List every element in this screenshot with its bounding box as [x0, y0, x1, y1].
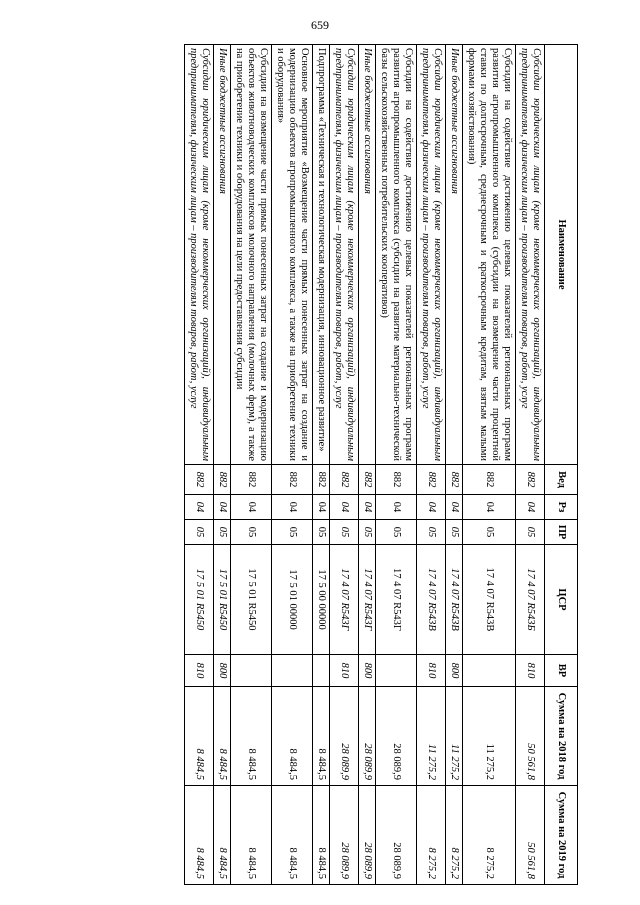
cell-sum-2019: 28 089,9 — [359, 786, 376, 885]
cell-pr: 05 — [376, 520, 417, 545]
cell-ved: 882 — [231, 465, 272, 495]
cell-ved: 882 — [376, 465, 417, 495]
cell-csr: 17 4 07 R543Г — [376, 545, 417, 655]
header-csr: ЦСР — [545, 545, 578, 655]
cell-name: Иные бюджетные ассигнования — [214, 45, 231, 465]
cell-pr: 05 — [516, 520, 545, 545]
budget-table — [184, 44, 578, 885]
cell-pr: 05 — [185, 520, 214, 545]
cell-pr: 05 — [313, 520, 330, 545]
cell-ved: 882 — [330, 465, 359, 495]
cell-name: Иные бюджетные ассигнования — [446, 45, 463, 465]
cell-pr: 05 — [231, 520, 272, 545]
cell-csr: 17 4 07 R543Б — [516, 545, 545, 655]
cell-name: Субсидии на содействие достижению целевых показателей региональных программ развития агропромышленного комплекса (субсидии на развитие материально-технической базы сельскохозяйственных потребительских кооперативов) — [376, 45, 417, 465]
cell-rz: 04 — [214, 495, 231, 520]
cell-ved: 882 — [214, 465, 231, 495]
cell-csr: 17 4 07 R543В — [446, 545, 463, 655]
header-pr: ПР — [545, 520, 578, 545]
header-sum-2018: Сумма на 2018 год — [545, 687, 578, 786]
cell-csr: 17 5 01 R5450 — [231, 545, 272, 655]
cell-name: Субсидии юридическим лицам (кроме некоммерческих организаций), индивидуальным предпринимателям, физическим лицам – производителям товаров, работ, услуг — [185, 45, 214, 465]
cell-pr: 05 — [359, 520, 376, 545]
cell-sum-2019: 8 484,5 — [313, 786, 330, 885]
table-row — [376, 45, 417, 885]
cell-sum-2018: 28 089,9 — [359, 687, 376, 786]
cell-ved: 882 — [359, 465, 376, 495]
cell-sum-2019: 50 561,8 — [516, 786, 545, 885]
cell-ved: 882 — [185, 465, 214, 495]
cell-csr: 17 4 07 R543В — [417, 545, 446, 655]
cell-rz: 04 — [516, 495, 545, 520]
cell-vr — [376, 655, 417, 687]
table-row — [446, 45, 463, 885]
cell-name: Иные бюджетные ассигнования — [359, 45, 376, 465]
cell-sum-2019: 8 484,5 — [185, 786, 214, 885]
table-row — [330, 45, 359, 885]
cell-sum-2018: 8 484,5 — [214, 687, 231, 786]
table-row — [185, 45, 214, 885]
cell-vr: 800 — [446, 655, 463, 687]
cell-name: Подпрограмма «Техническая и технологическая модернизация, инновационное развитие» — [313, 45, 330, 465]
cell-csr: 17 4 07 R543В — [463, 545, 516, 655]
cell-rz: 04 — [463, 495, 516, 520]
cell-vr — [463, 655, 516, 687]
cell-sum-2018: 8 484,5 — [185, 687, 214, 786]
cell-name: Основное мероприятие «Возмещение части прямых понесенных затрат на создание и модернизацию объектов агропромышленного комплекса, а также на приобретение техники и оборудования» — [272, 45, 313, 465]
cell-csr: 17 5 01 00000 — [272, 545, 313, 655]
cell-sum-2018: 11 275,2 — [463, 687, 516, 786]
cell-sum-2018: 11 275,2 — [446, 687, 463, 786]
table-row — [214, 45, 231, 885]
page-number: 659 — [311, 18, 329, 32]
cell-name: Субсидии на содействие достижению целевых показателей региональных программ развития агропромышленного комплекса (субсидии на возмещение части процентной ставки по долгосрочным, среднесрочным и краткосрочным кредитам, взятым малыми формами хозяйствования) — [463, 45, 516, 465]
cell-rz: 04 — [313, 495, 330, 520]
table-row — [313, 45, 330, 885]
cell-pr: 05 — [463, 520, 516, 545]
table-row — [359, 45, 376, 885]
header-vr: ВР — [545, 655, 578, 687]
cell-csr: 17 4 07 R543Г — [359, 545, 376, 655]
cell-name: Субсидии юридическим лицам (кроме некоммерческих организаций), индивидуальным предпринимателям, физическим лицам – производителям товаров, работ, услуг — [417, 45, 446, 465]
table-row — [231, 45, 272, 885]
cell-sum-2019: 8 484,5 — [214, 786, 231, 885]
cell-csr: 17 5 01 R5450 — [214, 545, 231, 655]
header-rz: Рз — [545, 495, 578, 520]
cell-sum-2019: 28 089,9 — [376, 786, 417, 885]
cell-sum-2019: 8 275,2 — [417, 786, 446, 885]
rotated-table-container — [78, 44, 578, 884]
cell-sum-2018: 28 089,9 — [376, 687, 417, 786]
table-row — [463, 45, 516, 885]
cell-sum-2019: 8 275,2 — [446, 786, 463, 885]
cell-vr: 810 — [417, 655, 446, 687]
cell-ved: 882 — [417, 465, 446, 495]
cell-sum-2018: 28 089,9 — [330, 687, 359, 786]
cell-csr: 17 4 07 R543Г — [330, 545, 359, 655]
cell-name: Субсидии юридическим лицам (кроме некоммерческих организаций), индивидуальным предпринимателям, физическим лицам – производителям товаров, работ, услуг — [330, 45, 359, 465]
cell-csr: 17 5 00 00000 — [313, 545, 330, 655]
cell-sum-2019: 8 484,5 — [231, 786, 272, 885]
cell-ved: 882 — [446, 465, 463, 495]
header-row — [545, 45, 578, 885]
cell-rz: 04 — [417, 495, 446, 520]
cell-sum-2019: 28 089,9 — [330, 786, 359, 885]
cell-ved: 882 — [516, 465, 545, 495]
cell-rz: 04 — [446, 495, 463, 520]
cell-ved: 882 — [272, 465, 313, 495]
cell-sum-2018: 50 561,8 — [516, 687, 545, 786]
cell-vr: 800 — [214, 655, 231, 687]
table-row — [417, 45, 446, 885]
cell-rz: 04 — [330, 495, 359, 520]
cell-rz: 04 — [359, 495, 376, 520]
cell-sum-2019: 8 484,5 — [272, 786, 313, 885]
cell-name: Субсидии на возмещение части прямых понесенных затрат на создание и модернизацию объектов животноводческих комплексов молочного направления (молочных ферм), а также на приобретение техники и оборудования на цели предоставления субсидии — [231, 45, 272, 465]
cell-rz: 04 — [376, 495, 417, 520]
cell-pr: 05 — [417, 520, 446, 545]
cell-vr: 810 — [185, 655, 214, 687]
cell-vr: 810 — [516, 655, 545, 687]
cell-sum-2018: 8 484,5 — [272, 687, 313, 786]
cell-sum-2018: 8 484,5 — [313, 687, 330, 786]
cell-pr: 05 — [330, 520, 359, 545]
cell-csr: 17 5 01 R5450 — [185, 545, 214, 655]
cell-name: Субсидии юридическим лицам (кроме некоммерческих организаций), индивидуальным предпринимателям, физическим лицам – производителям товаров, работ, услуг — [516, 45, 545, 465]
cell-vr — [231, 655, 272, 687]
cell-rz: 04 — [272, 495, 313, 520]
cell-pr: 05 — [446, 520, 463, 545]
cell-ved: 882 — [463, 465, 516, 495]
cell-vr: 810 — [330, 655, 359, 687]
cell-sum-2018: 8 484,5 — [231, 687, 272, 786]
cell-ved: 882 — [313, 465, 330, 495]
cell-vr — [313, 655, 330, 687]
cell-rz: 04 — [185, 495, 214, 520]
cell-rz: 04 — [231, 495, 272, 520]
table-row — [272, 45, 313, 885]
cell-vr — [272, 655, 313, 687]
header-sum-2019: Сумма на 2019 год — [545, 786, 578, 885]
table-row — [516, 45, 545, 885]
cell-pr: 05 — [272, 520, 313, 545]
header-name: Наименование — [545, 45, 578, 465]
header-ved: Вед — [545, 465, 578, 495]
cell-vr: 800 — [359, 655, 376, 687]
cell-sum-2018: 11 275,2 — [417, 687, 446, 786]
cell-sum-2019: 8 275,2 — [463, 786, 516, 885]
cell-pr: 05 — [214, 520, 231, 545]
